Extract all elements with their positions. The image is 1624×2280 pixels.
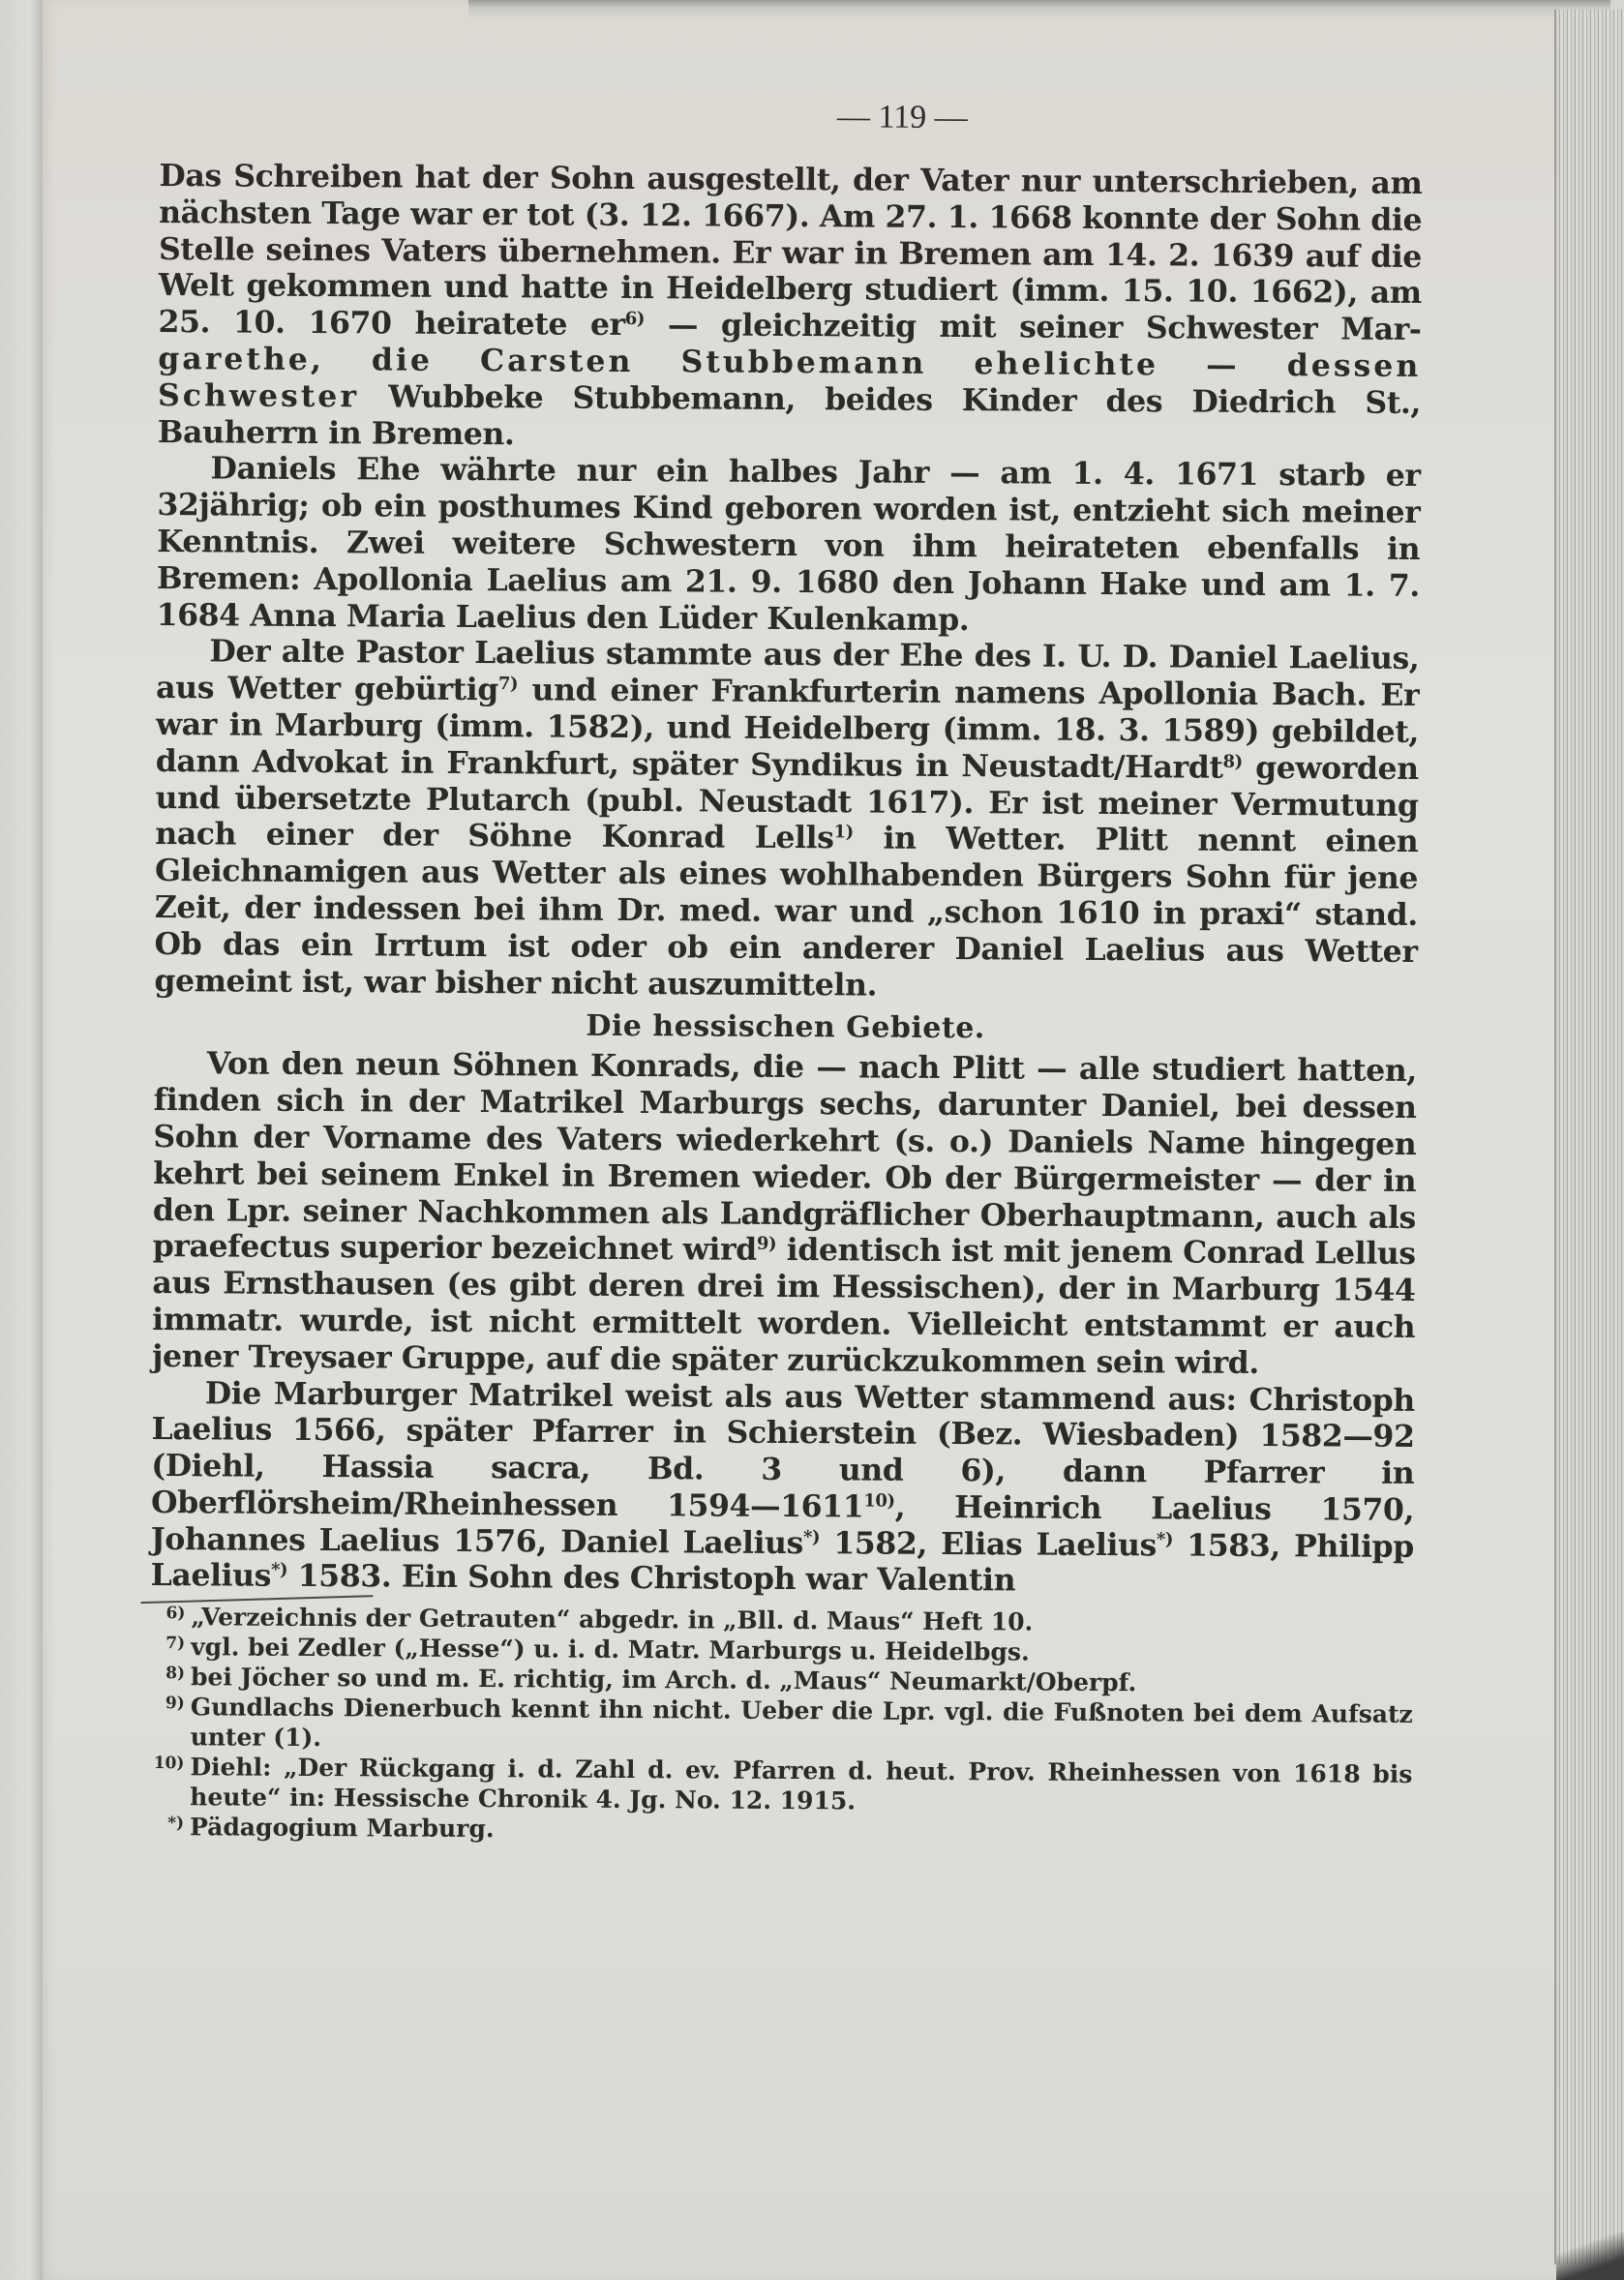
section-heading: Die hessischen Gebiete. [586,1009,985,1046]
page-content [149,92,1423,1849]
footnote-text: bei Jöcher so und m. E. richtig, im Arch. d. „Maus“ Neumarkt/Oberpf. [190,1663,1137,1697]
paragraph-1-line-7: Wubbeke Stubbemann, beides Kinder des Diedrich St., Bauherrn [157,378,1422,451]
paragraph-3-part-2: und einer Frankfurterin namens Apollonia Bach. Er war in Marburg (imm. 1582), und Heidelberg (imm. 18. 3. 1589) gebildet, dann Advokat in Frankfurt, später Syndikus in Neustadt/Hardt [155,672,1420,786]
paragraph-1-line-4: auf die Welt gekommen und hatte in Heidelberg studiert (imm. 15. 10. 1662), [158,237,1423,311]
footnote-ref-star: *) [270,1560,288,1581]
paragraph-3-part-1: Der alte Pastor Laelius stammte aus der Ehe des I. U. D. Daniel Laelius, aus Wetter gebürtig [156,633,1420,708]
paragraph-1-line-3: die Stelle seines Vaters übernehmen. Er war in Bremen am 14. 2. 1639 [158,201,1423,274]
footnote-ref-star: *) [1156,1529,1174,1550]
paragraph-5-part-1: Die Marburger Matrikel weist als aus Wetter stammend aus: Christoph Laelius 1566, später Pfarrer in Schierstein (Bez. Wiesbaden) 1582—92 (Diehl, Hassia sacra, Bd. 3 und 6), dann Pfarrer in Oberflörsheim/Rheinhessen 1594—1611 [150,1374,1415,1525]
left-page-edge [0,0,43,2280]
page-stack-top-edge [468,0,1610,19]
paragraph-4 [152,1045,1417,1382]
footnote-text: „Verzeichnis der Getrauten“ abgedr. in „Bll. d. Maus“ Heft 10. [191,1603,1034,1636]
footnote-mark: 6) [165,1604,186,1624]
footnote-ref-10: 10) [863,1490,895,1512]
paragraph-1-line-6: garethe, die Carsten Stubbemann ehelichte — dessen Schwester [157,340,1422,415]
footnote-mark: 8) [165,1664,186,1684]
footnote-ref-8: 8) [1222,751,1243,772]
footnote-ref-6: 6) [624,309,646,330]
footnote-mark: *) [167,1814,185,1834]
paragraph-3 [154,633,1419,1006]
paragraph-5-part-4: 1583, Philipp Laelius [150,1527,1414,1595]
footnote-mark: 10) [153,1754,185,1774]
paragraph-3-part-4: in Wetter. Plitt nennt einen Gleichnamigen aus Wetter als eines wohlhabenden Bürgers Sohn für jene Zeit, der indessen bei ihm Dr. med. war und „schon 1610 in praxi“ stand. Ob das ein Irrtum ist oder ob ein anderer Daniel Laelius aus Wetter gemeint ist, war bisher nicht auszumitteln. [154,820,1419,1004]
footnote-ref-9: 9) [756,1234,777,1255]
paragraph-1 [158,158,1423,458]
paragraph-1-line-1: Das Schreiben hat der Sohn ausgestellt, der Vater nur unterschrieben, am [159,157,1423,201]
footnote-10 [141,1752,1412,1819]
footnote-text: Pädagogium Marburg. [189,1813,495,1844]
paragraph-3-part-3: geworden und übersetzte Plutarch (publ. Neustadt 1617). Er ist meiner Vermutung nach einer der Söhne Konrad Lells [155,749,1419,856]
bottom-shadow [1556,2232,1624,2280]
paragraph-1-line-5: am 25. 10. 1670 heiratete er [158,275,1422,344]
paragraph-1-line-8: in Bremen. [328,414,515,452]
footnote-text: Gundlachs Dienerbuch kennt ihn nicht. Ueber die Lpr. vgl. die Fußnoten bei dem Aufsatz unter (1). [190,1693,1413,1753]
paragraph-4-part-1: Von den neun Söhnen Konrads, die — nach Plitt — alle studiert hatten, finden sich in der Matrikel Marburgs sechs, darunter Daniel, bei dessen Sohn der Vorname des Vaters wiederkehrt (s. o.) Daniels Name hingegen kehrt bei seinem Enkel in Bremen wieder. Ob der Bürgermeister — der in den Lpr. seiner Nachkommen als Landgräflicher Oberhauptmann, auch als praefectus superior bezeichnet wird [152,1045,1417,1269]
paragraph-5-part-5: 1583. Ein Sohn des Christoph war Valentin [287,1558,1016,1599]
paragraph-5-part-3: 1582, Elias Laelius [819,1524,1157,1564]
footnote-ref-1: 1) [833,822,854,843]
footnote-9 [142,1692,1413,1759]
paragraph-5-part-2: , Heinrich Laelius 1570, Johannes Laelius 1576, Daniel Laelius [150,1488,1415,1561]
paragraph-1-line-5-cont: — gleichzeitig mit seiner Schwester Mar- [644,307,1422,348]
footnote-mark: 7) [165,1634,186,1654]
footnote-mark: 9) [165,1694,185,1714]
paragraph-1-line-2: nächsten Tage war er tot (3. 12. 1667). Am 27. 1. 1668 konnte der Sohn [159,194,1361,238]
footnote-text: vgl. bei Zedler („Hesse“) u. i. d. Matr. Marburgs u. Heidelbgs. [191,1633,1030,1666]
footnote-ref-7: 7) [497,674,519,695]
paragraph-4-part-2: identisch ist mit jenem Conrad Lellus aus Ernsthausen (es gibt deren drei im Hessischen), der in Marburg 1544 immatr. wurde, ist nicht ermittelt worden. Vielleicht entstammt er auch jener Treysaer Gruppe, auf die später zurückzukommen sein wird. [151,1232,1416,1381]
paragraph-2: Daniels Ehe währte nur ein halbes Jahr — am 1. 4. 1671 starb er 32jährig; ob ein posthumes Kind geboren worden ist, entzieht sich meiner Kenntnis. Zwei weitere Schwestern von ihm heirateten ebenfalls in Bremen: Apollonia Laelius am 21. 9. 1680 den Johann Hake und am 1. 7. 1684 Anna Maria Laelius den Lüder Kulenkamp. [156,450,1421,638]
paragraph-5 [151,1374,1415,1602]
footnotes [141,1602,1413,1849]
page-number: — 119 — [836,99,968,136]
page-stack-edge [1554,10,1624,2265]
footnote-ref-star: *) [802,1526,821,1547]
footnote-text: Diehl: „Der Rückgang i. d. Zahl d. ev. Pfarren d. heut. Prov. Rheinhessen von 1618 bis heute“ in: Hessische Chronik 4. Jg. No. 12. 1915. [190,1753,1413,1815]
